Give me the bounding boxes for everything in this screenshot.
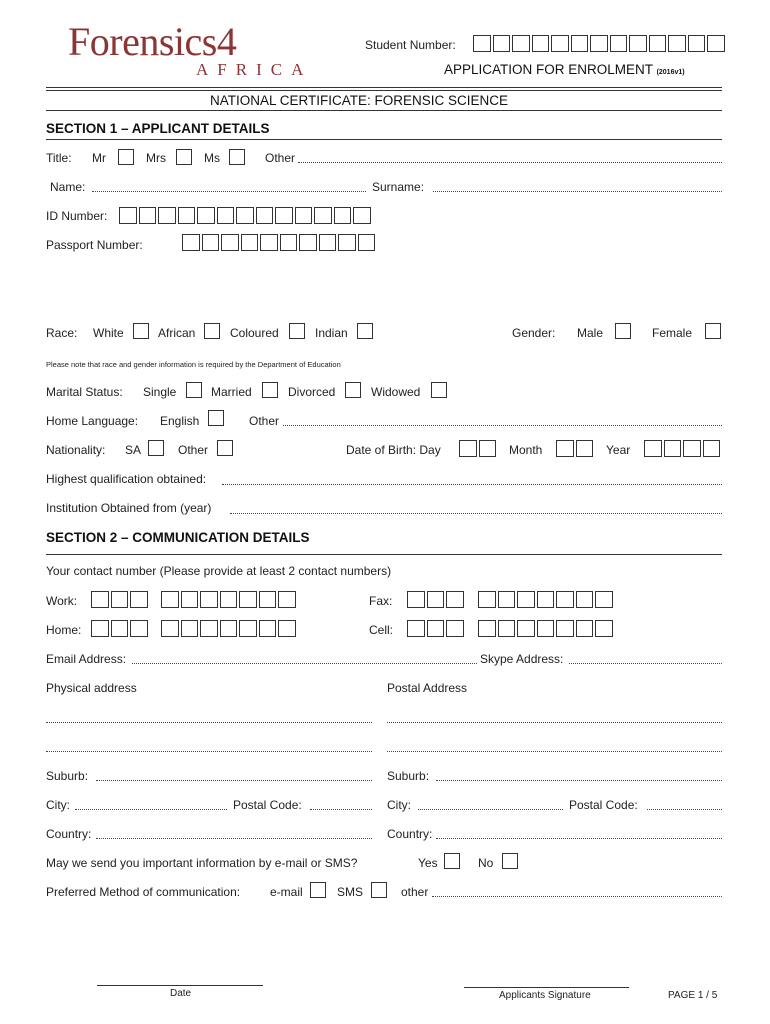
language-other-field[interactable] — [283, 425, 722, 426]
cell-code-boxes[interactable] — [407, 620, 466, 637]
id-number-boxes[interactable] — [119, 207, 373, 224]
postal-country-label: Country: — [387, 827, 433, 841]
postal-country-field[interactable] — [436, 838, 722, 839]
physical-address-line-2[interactable] — [46, 751, 372, 752]
gender-female-checkbox[interactable] — [705, 323, 721, 339]
preferred-method-label: Preferred Method of communication: — [46, 885, 241, 899]
home-code-boxes[interactable] — [91, 620, 150, 637]
section1-title: SECTION 1 – APPLICANT DETAILS — [46, 121, 270, 136]
home-language-label: Home Language: — [46, 414, 139, 428]
home-label: Home: — [46, 623, 82, 637]
marital-widowed-label: Widowed — [371, 385, 421, 399]
home-number-boxes[interactable] — [161, 620, 298, 637]
student-number-boxes[interactable] — [473, 35, 727, 52]
race-african-checkbox[interactable] — [204, 323, 220, 339]
marital-married-checkbox[interactable] — [262, 382, 278, 398]
work-code-boxes[interactable] — [91, 591, 150, 608]
physical-address-line-1[interactable] — [46, 722, 372, 723]
nationality-label: Nationality: — [46, 443, 106, 457]
nationality-other-label: Other — [178, 443, 209, 457]
postal-postal-code-field[interactable] — [647, 809, 722, 810]
title-mr-checkbox[interactable] — [118, 149, 134, 165]
logo-subtext: AFRICA — [196, 60, 313, 79]
race-coloured-checkbox[interactable] — [289, 323, 305, 339]
name-label: Name: — [50, 180, 86, 194]
skype-label: Skype Address: — [480, 652, 564, 666]
dob-year-boxes[interactable] — [644, 440, 722, 457]
student-number-label: Student Number: — [365, 38, 456, 52]
marital-widowed-checkbox[interactable] — [431, 382, 447, 398]
race-african-label: African — [158, 326, 196, 340]
fax-code-boxes[interactable] — [407, 591, 466, 608]
postal-suburb-label: Suburb: — [387, 769, 430, 783]
qualification-label: Highest qualification obtained: — [46, 472, 207, 486]
certificate-title: NATIONAL CERTIFICATE: FORENSIC SCIENCE — [210, 93, 509, 108]
dob-month-boxes[interactable] — [556, 440, 595, 457]
institution-label: Institution Obtained from (year) — [46, 501, 212, 515]
institution-field[interactable] — [230, 513, 722, 514]
physical-postal-code-field[interactable] — [310, 809, 372, 810]
postal-city-field[interactable] — [418, 809, 563, 810]
dob-day-boxes[interactable] — [459, 440, 498, 457]
dob-day-label: Date of Birth: Day — [346, 443, 441, 457]
gender-label: Gender: — [512, 326, 556, 340]
physical-city-label: City: — [46, 798, 70, 812]
physical-country-field[interactable] — [96, 838, 372, 839]
consent-yes-label: Yes — [418, 856, 438, 870]
pref-other-label: other — [401, 885, 429, 899]
race-coloured-label: Coloured — [230, 326, 279, 340]
work-number-boxes[interactable] — [161, 591, 298, 608]
title-label: Title: — [46, 151, 72, 165]
qualification-field[interactable] — [222, 484, 722, 485]
marital-single-label: Single — [143, 385, 177, 399]
physical-postal-code-label: Postal Code: — [233, 798, 302, 812]
postal-address-line-1[interactable] — [387, 722, 722, 723]
surname-field[interactable] — [433, 191, 722, 192]
skype-field[interactable] — [569, 663, 722, 664]
dob-month-label: Month — [509, 443, 543, 457]
pref-email-checkbox[interactable] — [310, 882, 326, 898]
name-field[interactable] — [92, 191, 366, 192]
pref-sms-checkbox[interactable] — [371, 882, 387, 898]
consent-question: May we send you important information by e-mail or SMS? — [46, 856, 358, 870]
language-other-label: Other — [249, 414, 280, 428]
physical-suburb-field[interactable] — [96, 780, 372, 781]
pref-email-label: e-mail — [270, 885, 303, 899]
passport-boxes[interactable] — [182, 234, 377, 251]
race-white-label: White — [93, 326, 124, 340]
signature-label: Applicants Signature — [499, 990, 591, 1001]
passport-label: Passport Number: — [46, 238, 143, 252]
language-english-checkbox[interactable] — [208, 410, 224, 426]
postal-suburb-field[interactable] — [436, 780, 722, 781]
title-mrs-checkbox[interactable] — [176, 149, 192, 165]
postal-address-label: Postal Address — [387, 681, 468, 695]
physical-country-label: Country: — [46, 827, 92, 841]
section2-title: SECTION 2 – COMMUNICATION DETAILS — [46, 530, 310, 545]
fax-number-boxes[interactable] — [478, 591, 615, 608]
marital-divorced-label: Divorced — [288, 385, 336, 399]
marital-single-checkbox[interactable] — [186, 382, 202, 398]
title-ms-label: Ms — [204, 151, 220, 165]
consent-yes-checkbox[interactable] — [444, 853, 460, 869]
physical-suburb-label: Suburb: — [46, 769, 89, 783]
form-title: APPLICATION FOR ENROLMENT (2016v1) — [444, 62, 685, 77]
marital-married-label: Married — [211, 385, 252, 399]
nationality-sa-label: SA — [125, 443, 142, 457]
physical-address-label: Physical address — [46, 681, 137, 695]
surname-label: Surname: — [372, 180, 425, 194]
language-english-label: English — [160, 414, 200, 428]
postal-postal-code-label: Postal Code: — [569, 798, 638, 812]
logo-text: Forensics4 — [68, 19, 237, 64]
race-white-checkbox[interactable] — [133, 323, 149, 339]
gender-male-checkbox[interactable] — [615, 323, 631, 339]
title-mrs-label: Mrs — [146, 151, 166, 165]
physical-city-field[interactable] — [75, 809, 227, 810]
title-mr-label: Mr — [92, 151, 106, 165]
cell-number-boxes[interactable] — [478, 620, 615, 637]
pref-other-field[interactable] — [432, 896, 722, 897]
email-label: Email Address: — [46, 652, 127, 666]
fax-label: Fax: — [369, 594, 393, 608]
cell-label: Cell: — [369, 623, 394, 637]
consent-no-label: No — [478, 856, 494, 870]
pref-sms-label: SMS — [337, 885, 364, 899]
nationality-other-checkbox[interactable] — [217, 440, 233, 456]
gender-female-label: Female — [652, 326, 693, 340]
postal-city-label: City: — [387, 798, 411, 812]
email-field[interactable] — [132, 663, 477, 664]
consent-no-checkbox[interactable] — [502, 853, 518, 869]
marital-divorced-checkbox[interactable] — [345, 382, 361, 398]
race-gender-note: Please note that race and gender information is required by the Department of Education — [46, 360, 341, 369]
postal-address-line-2[interactable] — [387, 751, 722, 752]
gender-male-label: Male — [577, 326, 604, 340]
contact-intro: Your contact number (Please provide at least 2 contact numbers) — [46, 564, 392, 578]
marital-label: Marital Status: — [46, 385, 123, 399]
title-ms-checkbox[interactable] — [229, 149, 245, 165]
title-other-label: Other — [265, 151, 296, 165]
date-label: Date — [170, 988, 192, 999]
nationality-sa-checkbox[interactable] — [148, 440, 164, 456]
id-number-label: ID Number: — [46, 209, 108, 223]
page-number: PAGE 1 / 5 — [668, 990, 718, 1001]
title-other-field[interactable] — [298, 162, 722, 163]
dob-year-label: Year — [606, 443, 631, 457]
race-indian-checkbox[interactable] — [357, 323, 373, 339]
race-label: Race: — [46, 326, 78, 340]
work-label: Work: — [46, 594, 78, 608]
race-indian-label: Indian — [315, 326, 348, 340]
